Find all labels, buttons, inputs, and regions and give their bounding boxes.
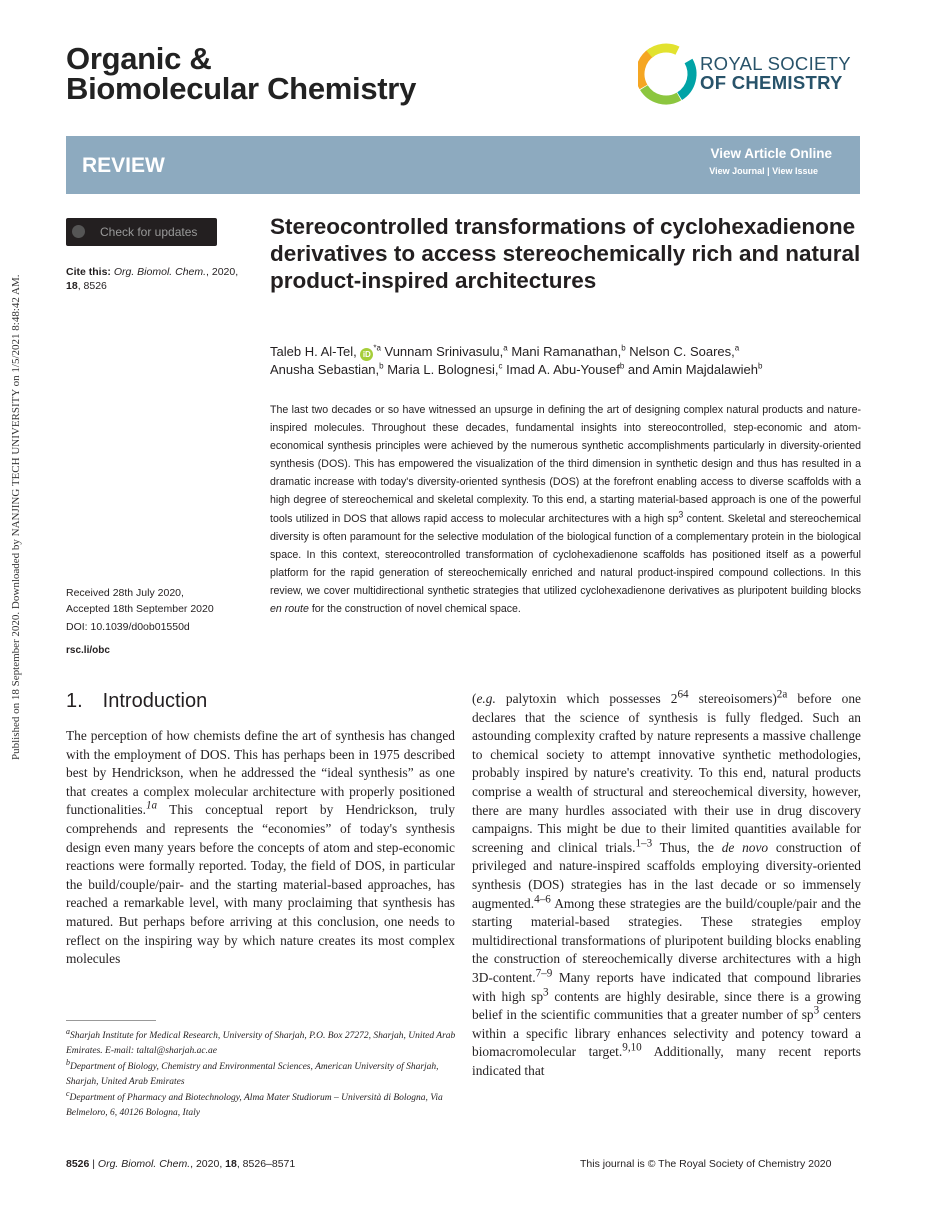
publisher-line2: OF CHEMISTRY <box>700 72 843 93</box>
abstract-italic: en route <box>270 603 309 616</box>
body-italic: de novo <box>721 839 769 855</box>
article-dates <box>66 586 214 617</box>
doi[interactable]: DOI: 10.1039/d0ob01550d <box>66 621 190 633</box>
abstract-text: content. Skeletal and stereochemical diversity is often paramount for the selective modulation of the biological function of a complementary protein in the biological space. In this context, stereocontrolled transformation of cyclohexadienone scaffolds has positioned itself as a powerful platform for the rapid generation of stereochemically enriched and natural product-inspired compound collections. In this review, we cover multidirectional synthetic strategies that utilized cyclohexadienone derivatives as pluripotent building blocks <box>270 512 861 597</box>
author-list <box>270 343 870 379</box>
author[interactable]: Anusha Sebastian, <box>270 362 380 377</box>
superscript: 64 <box>677 688 689 701</box>
author[interactable]: Vunnam Srinivasulu, <box>384 344 504 359</box>
author[interactable]: Nelson C. Soares, <box>629 344 735 359</box>
superscript: 3 <box>543 986 549 999</box>
received-date: Received 28th July 2020, <box>66 587 184 599</box>
abstract-sup: 3 <box>678 509 684 520</box>
ref-1a: 1a <box>145 799 158 812</box>
check-updates-label: Check for updates <box>100 225 198 239</box>
body-text: contents are highly desirable, since there is a growing belief in the scientific communities that a greater number of sp <box>472 988 861 1023</box>
footer-journal: Org. Biomol. Chem. <box>97 1158 191 1170</box>
body-text: This conceptual report by Hendrickson, truly comprehends and represents the “economies” of today's synthesis design even many years before the concepts of atom and step-economic reactions were formally reported. Today, the field of DOS, in particular the build/couple/pair- and the starting material-based approaches, has reached a remarkable level, with many proclaiming that synthesis has matured. But perhaps before arriving at this conclusion, one needs to reflect on the inspiring way by which nature creates its most complex molecules <box>66 802 455 967</box>
author[interactable]: and Amin Majdalawieh <box>627 362 758 377</box>
cite-year: , 2020, <box>206 266 239 278</box>
article-type-banner <box>66 136 860 194</box>
ref[interactable]: 4–6 <box>534 893 551 906</box>
author-affil: c <box>498 361 503 371</box>
cite-page: , 8526 <box>77 280 107 292</box>
page-footer-left <box>66 1158 295 1170</box>
cite-journal: Org. Biomol. Chem. <box>113 266 207 278</box>
journal-title-line2: Biomolecular Chemistry <box>66 71 417 106</box>
orcid-icon[interactable]: iD <box>360 348 373 361</box>
journal-title-line1: Organic & <box>66 41 212 76</box>
author-affil: a <box>503 343 508 353</box>
accepted-date: Accepted 18th September 2020 <box>66 602 214 615</box>
body-italic: e.g. <box>476 691 496 706</box>
body-text: construction of privileged and nature-inspired scaffolds employing diversity-oriented synthesis (DOS) strategies has in the last decade or so immensely augmented. <box>472 839 861 911</box>
footer-sep: | <box>89 1158 98 1170</box>
affil-text: Department of Biology, Chemistry and Environmental Sciences, American University of Sharjah, Sharjah, United Arab Emirates <box>66 1061 439 1088</box>
author-affil: *a <box>373 343 381 353</box>
author-affil: b <box>619 361 625 371</box>
banner-separator: | <box>764 166 773 176</box>
view-issue-link[interactable]: View Issue <box>772 166 818 176</box>
view-article-online-link[interactable]: View Article Online <box>710 146 832 161</box>
author[interactable]: Mani Ramanathan, <box>511 344 622 359</box>
body-text: The perception of how chemists define the art of synthesis has changed with the employment of DOS. This has perhaps been in 1975 described best by Hendrickson, when he addressed the “ideal synthesis” as one that creates a complex molecular architecture with properly positioned functionalities. <box>66 728 455 818</box>
affil-sup: b <box>66 1057 70 1067</box>
page-footer-right: This journal is © The Royal Society of Chemistry 2020 <box>580 1158 832 1170</box>
footnote-divider <box>66 1020 156 1021</box>
section-heading: 1. Introduction <box>66 690 208 712</box>
page-number: 8526 <box>66 1158 90 1170</box>
author-affil: a <box>734 343 740 353</box>
body-text: Among these strategies are the build/couple/pair and the starting material-based strategies. These strategies employ multidirectional transformations of pluripotent building blocks enabling the construction of stereochemically diverse architectures with a high 3D-content. <box>472 895 861 985</box>
body-text: Additionally, many recent reports indicated that <box>472 1044 861 1078</box>
ref[interactable]: 7–9 <box>535 967 553 980</box>
body-text: Many reports have indicated that compound libraries with high sp <box>472 969 861 1004</box>
vertical-download-notice <box>0 0 22 1212</box>
ref[interactable]: 1–3 <box>635 837 653 850</box>
author-affil: b <box>379 361 384 371</box>
article-title: Stereocontrolled transformations of cyclohexadienone derivatives to access stereochemically rich and natural product-inspired architectures <box>270 214 861 293</box>
abstract-text: for the construction of novel chemical space. <box>308 603 521 616</box>
affiliation-b <box>66 1057 461 1091</box>
article-type: REVIEW <box>82 154 165 177</box>
author-affil: b <box>758 361 763 371</box>
author[interactable]: Imad A. Abu-Yousef <box>506 362 620 377</box>
ref[interactable]: 9,10 <box>622 1041 642 1054</box>
publisher-name <box>700 54 851 92</box>
ref[interactable]: 2a <box>776 688 788 701</box>
journal-title <box>66 41 417 106</box>
body-text: before one declares that the science of synthesis is fully fledged. Such an astounding complexity crafted by nature represents a massive challenge to chemical society to attempt innovative synthetic methodologies, probably inspired by nature's creativity. To this end, natural products comprise a wealth of structural and stereochemical diversity, however, there are many hurdles associated with their use in drug discovery campaigns. This might be due to their limited quantities available for screening and clinical trials. <box>472 691 861 855</box>
body-text: centers within a specific library enhances selectivity and potency toward a biomacromolecular target. <box>472 1007 861 1060</box>
body-left-column <box>66 727 455 969</box>
affiliation-a <box>66 1026 461 1060</box>
superscript: 3 <box>813 1004 820 1017</box>
view-journal-link[interactable]: View Journal <box>709 166 765 176</box>
author[interactable]: Maria L. Bolognesi, <box>387 362 499 377</box>
footer-year: , 2020, <box>190 1158 226 1170</box>
body-text: stereoisomers) <box>688 691 777 706</box>
cite-label: Cite this: <box>66 266 111 278</box>
footer-volume: 18 <box>225 1158 237 1170</box>
affil-text: Department of Pharmacy and Biotechnology, Alma Mater Studiorum – Università di Bologna, Via Belmeloro, 6, 40126 Bologna, Italy <box>66 1092 443 1119</box>
author[interactable]: Taleb H. Al-Tel, <box>270 344 357 359</box>
download-notice-text: Published on 18 September 2020. Downloaded by NANJING TECH UNIVERSITY on 1/5/2021 8:48:42 AM. <box>10 274 22 760</box>
affiliation-c <box>66 1088 461 1122</box>
journal-short-url[interactable]: rsc.li/obc <box>66 645 110 656</box>
abstract <box>270 401 861 618</box>
affil-text: Sharjah Institute for Medical Research, University of Sharjah, P.O. Box 27272, Sharjah, United Arab Emirates. E-mail: taltal@sharjah.ac.ae <box>66 1031 456 1057</box>
ref[interactable] <box>146 800 157 812</box>
publisher-line1: ROYAL SOCIETY <box>700 53 851 74</box>
banner-links <box>709 166 818 176</box>
body-text: palytoxin which possesses 2 <box>495 691 678 706</box>
body-text: Thus, the <box>652 839 722 855</box>
check-for-updates-button[interactable] <box>66 218 217 246</box>
affiliations <box>66 1026 461 1121</box>
affil-sup: a <box>66 1026 70 1036</box>
abstract-text: The last two decades or so have witnessed an upsurge in defining the art of designing complex natural products and nature-inspired molecules. Throughout these decades, fundamental insights into stereocontrolled, step-economic and atom-economical synthesis principles were achieved by the numerous synthetic accomplishments particularly in diversity-oriented synthesis (DOS). This has empowered the visualization of the third dimension in synthetic design and thus has resulted in a dramatic increase with today's diversity-oriented synthesis (DOS) at the forefront enabling access to diverse scaffolds with a high degree of stereochemical and skeletal complexity. To this end, a starting material-based approach is one of the powerful tools utilized in DOS that allows rapid access to molecular architectures with a high sp <box>270 404 861 525</box>
citation <box>66 265 261 293</box>
body-right-column: (e.g. palytoxin which possesses $2^{64}$ stereoisomers)$^{2a}$ before one declares that the science of synthesis is fully fledged. Such an astounding complexity crafted by nature represents a massive challenge to chemical society to attempt innovative synthetic methodologies, probably inspired by nature's creativity. To this end, natural products comprise a wealth of structural and stereochemical diversity, however, there are many hurdles associated with their use in drug discovery campaigns. This might be due to their limited quantities available for screening and clinical trials.$^{1-3}$ Thus, the de novo construction of privileged and nature-inspired scaffolds employing diversity-oriented synthesis (DOS) strategies has in the last decade or so immensely augmented.$^{4-6}$ Among these strategies are the build/couple/pair and the starting material-based strategies. These strategies employ multidirectional transformations of pluripotent building blocks enabling the construction of stereochemically diverse architectures with a high 3D-content.$^{7-9}$ Many reports have indicated that compound libraries with high $sp^3$ contents are highly desirable, since there is a growing belief in the scientific communities that a greater number of $sp^3$ centers within a specific library enhances selectivity and potency toward a biomacromolecular target.$^{9,10}$ Additionally, many recent reports indicated that <box>472 688 861 1078</box>
footer-pages: , 8526–8571 <box>236 1158 296 1170</box>
author-affil: b <box>621 343 626 353</box>
affil-sup: c <box>66 1088 70 1098</box>
cite-volume: 18 <box>66 280 78 292</box>
check-updates-icon <box>72 225 85 238</box>
